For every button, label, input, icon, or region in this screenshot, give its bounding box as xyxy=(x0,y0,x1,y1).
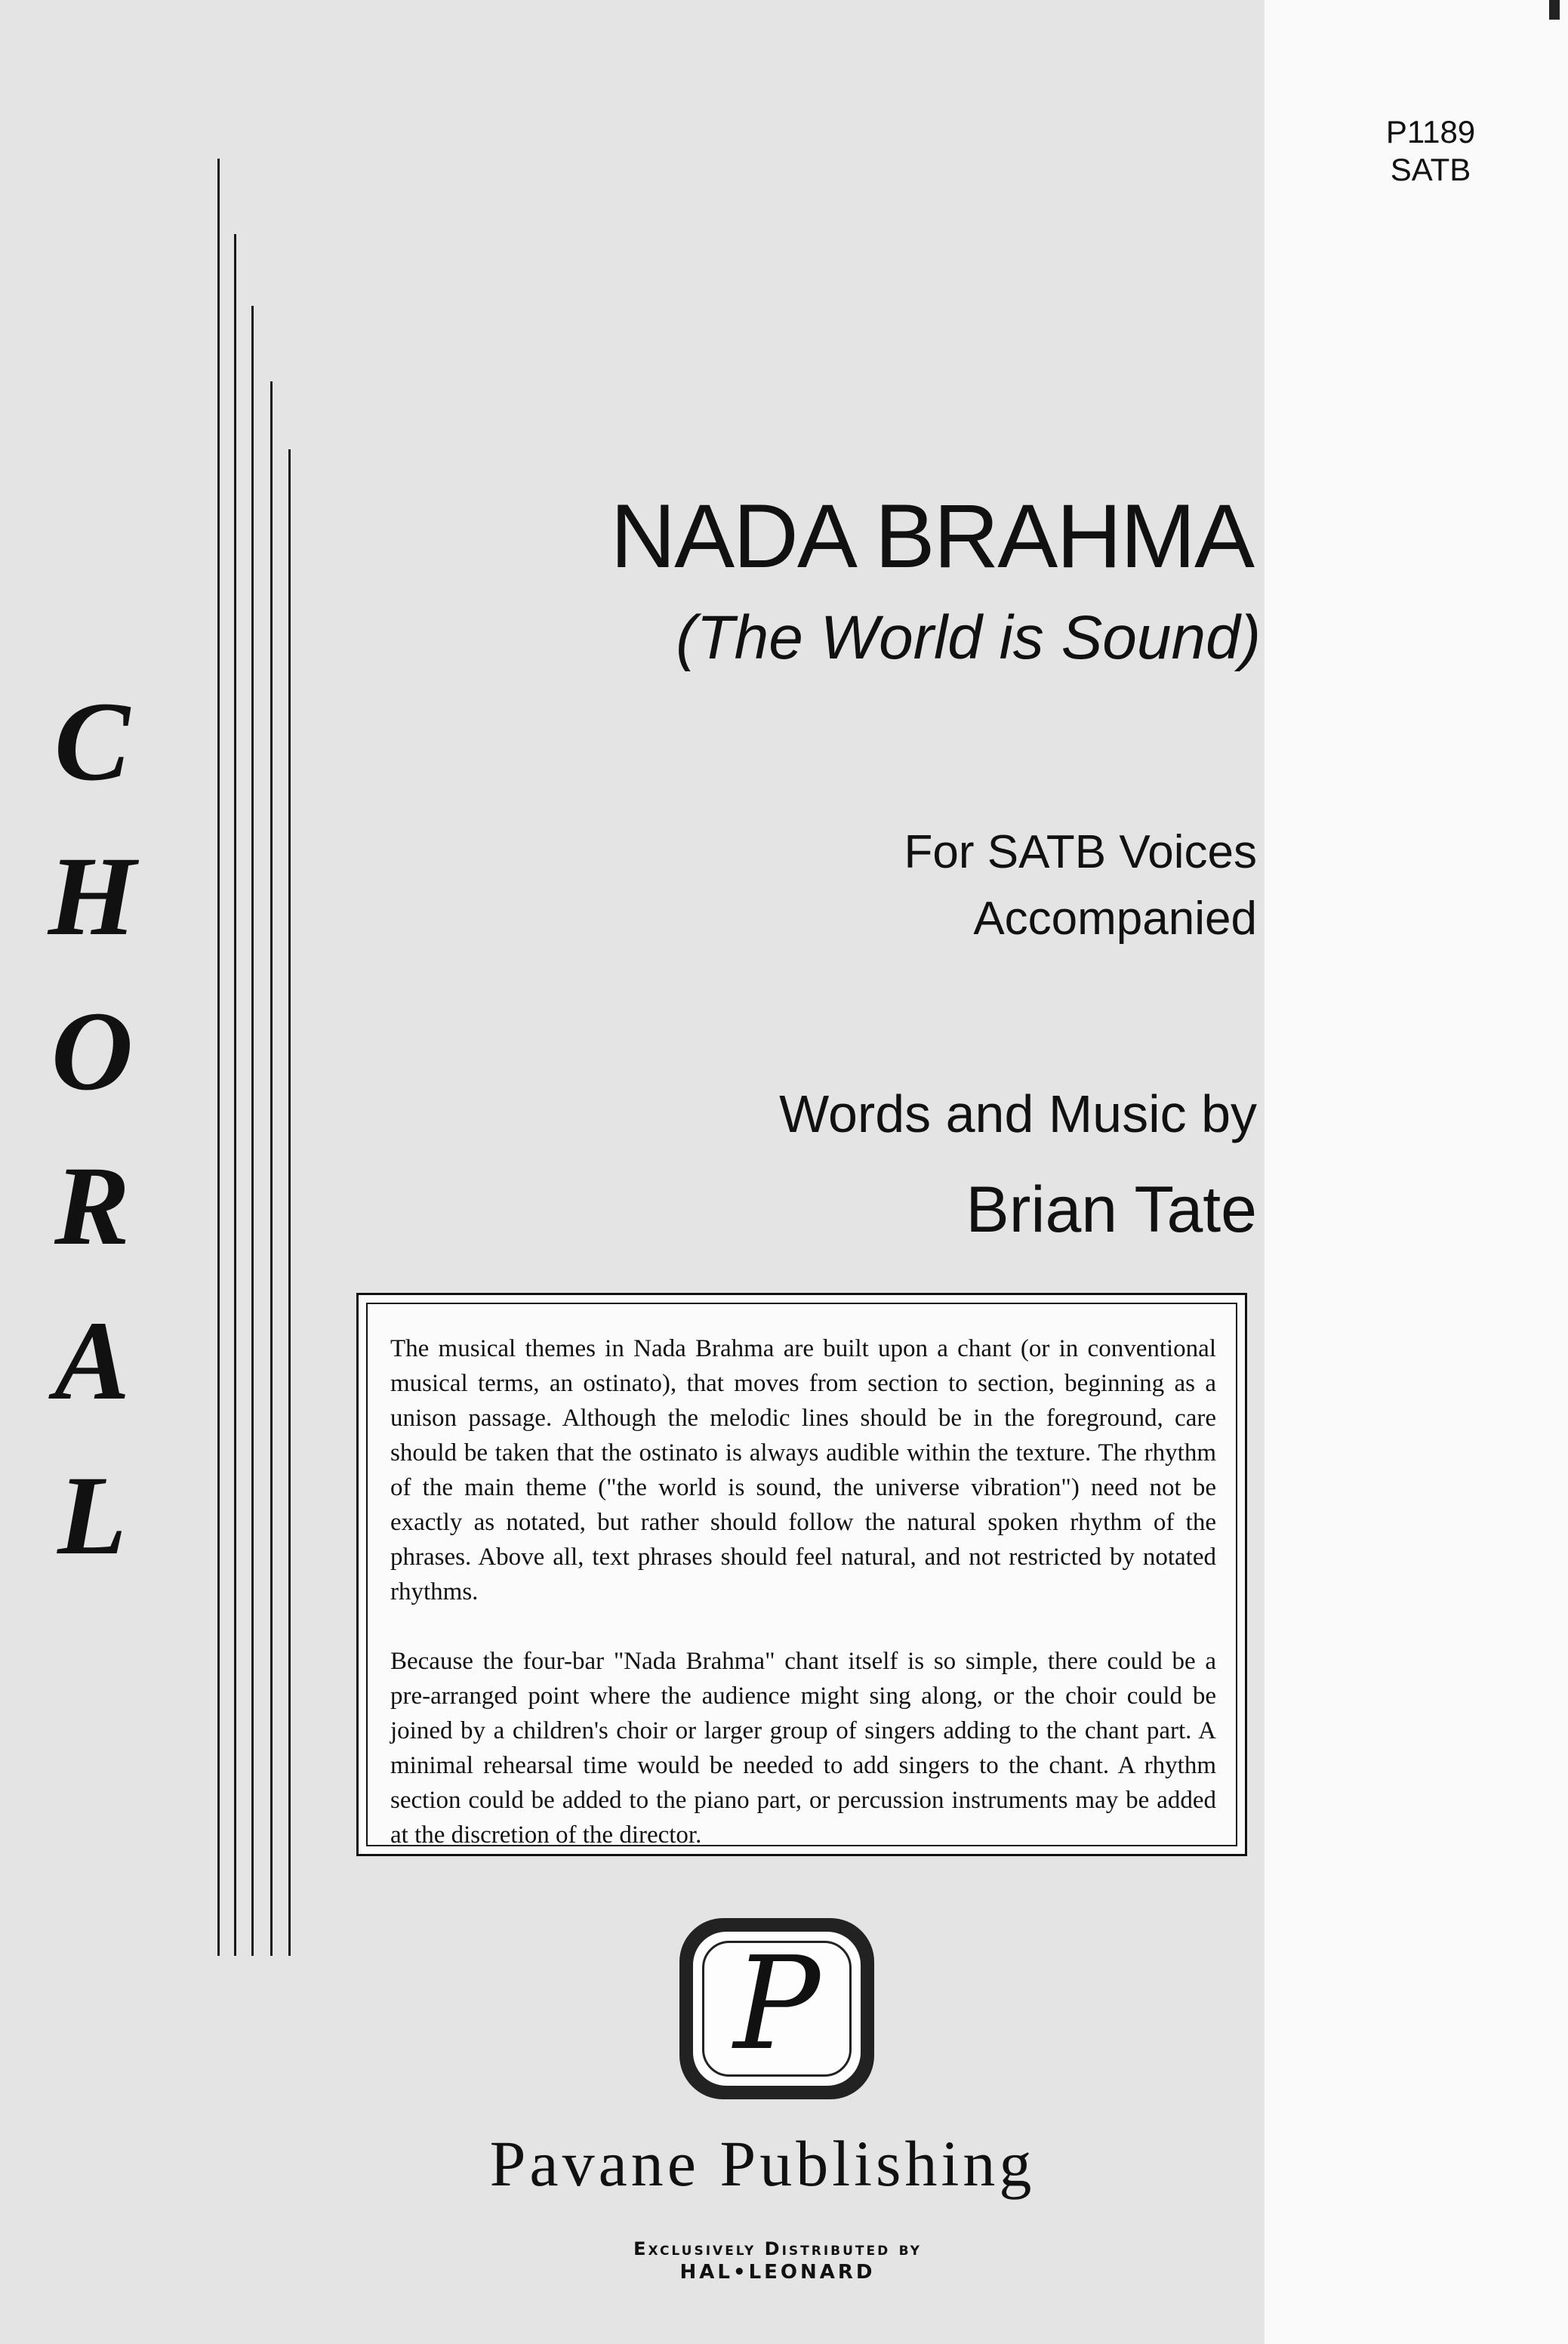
performance-notes-inner xyxy=(366,1303,1237,1849)
logo-monogram: P xyxy=(733,1929,821,2079)
composer-name: Brian Tate xyxy=(966,1174,1257,1246)
performance-note-paragraph: Because the four-bar "Nada Brahma" chant itself is so simple, there could be a pre-arranged point where the audience might sing along, or the choir could be joined by a children's choir or larger group of singers adding to the chant part. A minimal rehearsal time would be needed to add singers to the chant. A rhythm section could be added to the piano part, or percussion instruments may be added at the discretion of the director. xyxy=(390,1648,1216,1849)
accompaniment-line: Accompanied xyxy=(973,893,1257,945)
choral-letter: L xyxy=(57,1453,127,1578)
performance-note-paragraph: The musical themes in Nada Brahma are built upon a chant (or in conventional musical terms, an ostinato), that moves from section to section, beginning as a unison passage. Although the melodic lines should be in the foreground, care should be taken that the ostinato is always audible within the texture. The rhythm of the main theme ("the world is sound, the universe vibration") need not be exactly as notated, but rather should follow the natural spoken rhythm of the phrases. Above all, text phrases should feel natural, and not restricted by notated rhythms. xyxy=(390,1335,1216,1605)
choral-vertical-label xyxy=(39,665,145,1593)
credit-label: Words and Music by xyxy=(779,1084,1257,1143)
decorative-rule xyxy=(251,306,254,1956)
performance-notes-box xyxy=(356,1293,1247,1856)
choral-letter: H xyxy=(48,834,137,959)
choral-letter: R xyxy=(54,1143,131,1269)
publisher-name: Pavane Publishing xyxy=(489,2127,1036,2200)
decorative-rule xyxy=(217,159,220,1956)
voicing-block xyxy=(679,819,1257,952)
distribution-line: Exclusively Distributed by xyxy=(633,2238,922,2259)
distributor-name: HAL•LEONARD xyxy=(679,2261,876,2284)
decorative-rule xyxy=(234,234,236,1956)
page-edge-mark xyxy=(1549,0,1560,20)
choral-letter: O xyxy=(51,988,134,1114)
choral-letter: C xyxy=(54,679,131,804)
publisher-logo-icon xyxy=(679,1918,874,2099)
decorative-rule xyxy=(270,381,273,1956)
catalog-voicing: SATB xyxy=(1390,152,1471,187)
voicing-line: For SATB Voices xyxy=(904,826,1257,878)
catalog-info xyxy=(1344,113,1517,189)
catalog-number: P1189 xyxy=(1385,114,1476,150)
decorative-rule xyxy=(288,449,291,1956)
piece-subtitle: (The World is Sound) xyxy=(676,603,1261,672)
piece-title: NADA BRAHMA xyxy=(610,486,1253,587)
choral-letter: A xyxy=(54,1298,131,1423)
cover-right-strip xyxy=(1265,0,1568,2344)
